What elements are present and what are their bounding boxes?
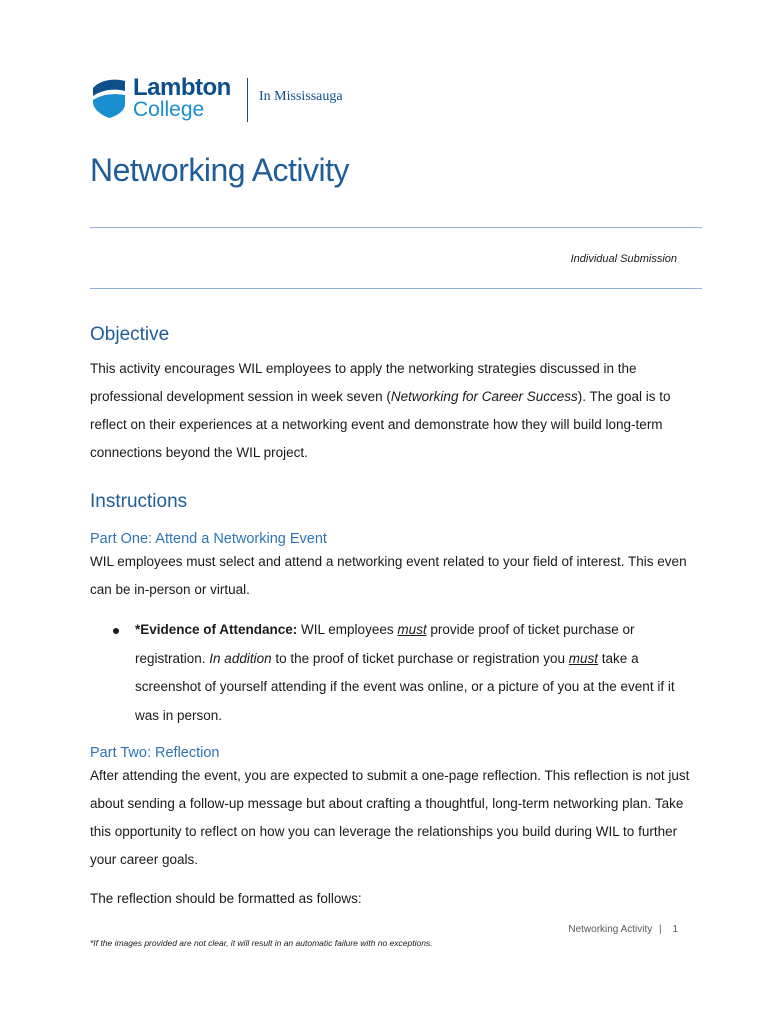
instructions-heading: Instructions [90,491,188,512]
footer-doc-name: Networking Activity [568,924,653,935]
logo-divider [247,78,248,122]
footnote: *If the images provided are not clear, it will result in an automatic failure with no exceptions. [90,938,433,948]
part-one-paragraph: WIL employees must select and attend a networking event related to your field of interest. This even can be in-person or virtual. [90,554,687,597]
objective-heading: Objective [90,324,170,345]
part-two-paragraph: After attending the event, you are expected to submit a one-page reflection. This reflection is not just about sending a follow-up message but about crafting a thoughtful, long-term networking plan. Take this opportunity to reflect on how you can leverage the relationships you build during WIL to further your career goals. [90,768,690,867]
evidence-bullet: *Evidence of Attendance: WIL employees must provide proof of ticket purchase or registration. In addition to the proof of ticket purchase or registration you must take a screenshot of yourself attending if the event was online, or a picture of you at the event if it was in person. [135,622,675,724]
lambton-shield-icon [92,76,126,118]
logo-sub: College [133,98,205,121]
format-intro: The reflection should be formatted as follows: [90,891,362,906]
logo-campus: In Mississauga [259,89,343,104]
submission-type: Individual Submission [570,253,677,265]
part-one-heading: Part One: Attend a Networking Event [90,531,327,547]
page-footer [568,924,678,935]
title-rule-bottom [90,288,702,289]
bullet-dot [113,628,119,634]
logo-name: Lambton [133,74,231,101]
objective-paragraph: This activity encourages WIL employees to apply the networking strategies discussed in the professional development session in week seven (Networking for Career Success). The goal is to reflect on their experiences at a networking event and demonstrate how they will build long-term connections beyond the WIL project. [90,361,671,460]
document-title: Networking Activity [90,152,350,188]
footer-separator: | [659,924,662,935]
page-number: 1 [672,924,678,935]
title-rule-top [90,227,702,228]
part-two-heading: Part Two: Reflection [90,745,220,761]
